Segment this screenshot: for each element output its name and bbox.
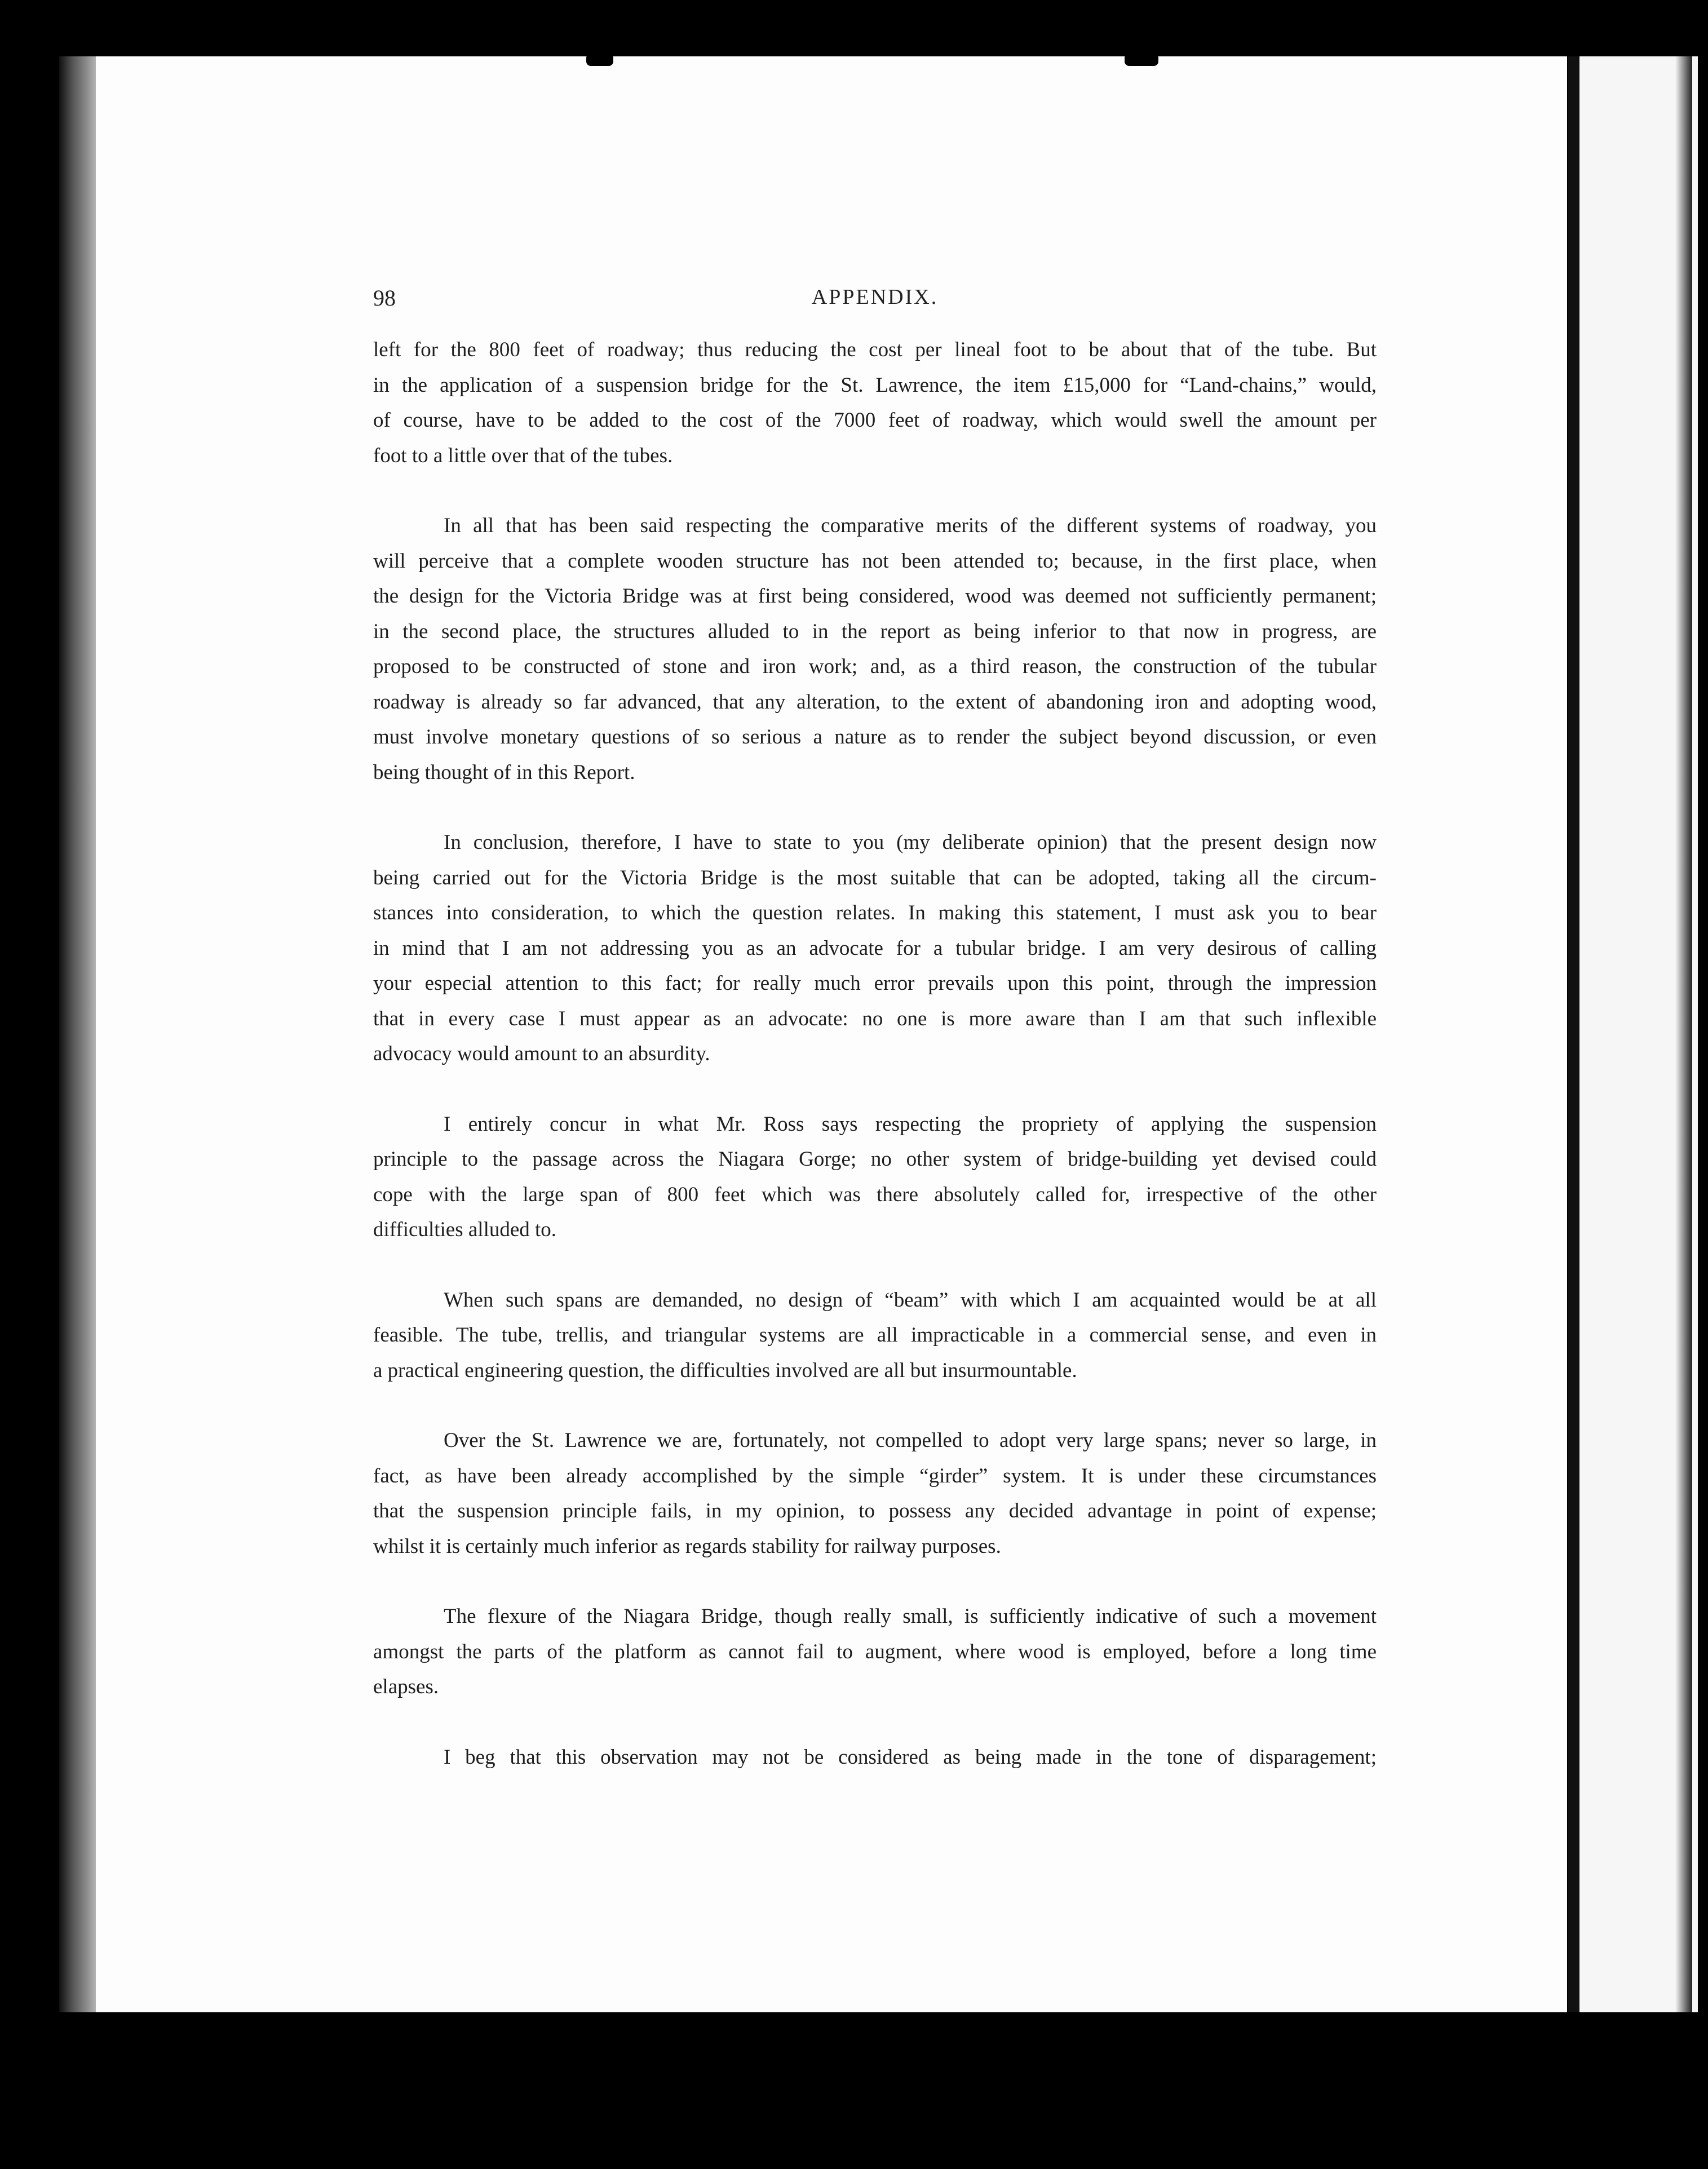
facing-page-shadow: [1675, 56, 1692, 2012]
paragraph: [373, 1423, 1377, 1564]
text-line: left for the 800 feet of roadway; thus reducing the cost per lineal foot to be about that of the tube. But: [373, 338, 1377, 361]
paragraph: [373, 1107, 1377, 1248]
text-line: In conclusion, therefore, I have to state to you (my deliberate opinion) that the present design now: [444, 831, 1377, 854]
paragraph: [373, 1740, 1377, 1776]
text-line: stances into consideration, to which the question relates. In making this statement, I must ask you to bear: [373, 901, 1377, 924]
text-line: amongst the parts of the platform as cannot fail to augment, where wood is employed, before a long time: [373, 1640, 1377, 1663]
page-gutter: [1568, 56, 1579, 2012]
paragraph: [373, 333, 1377, 473]
text-line: the design for the Victoria Bridge was at first being considered, wood was deemed not sufficiently permanent;: [373, 585, 1377, 608]
text-line: I beg that this observation may not be considered as being made in the tone of disparagement;: [444, 1745, 1377, 1769]
running-title: APPENDIX.: [811, 285, 939, 309]
text-line: will perceive that a complete wooden structure has not been attended to; because, in the first place, when: [373, 549, 1377, 573]
paragraph: [373, 1599, 1377, 1705]
body-text: [373, 333, 1377, 1810]
text-line: proposed to be constructed of stone and iron work; and, as a third reason, the construction of the tubular: [373, 655, 1377, 678]
text-line: that the suspension principle fails, in my opinion, to possess any decided advantage in point of expense;: [373, 1499, 1377, 1522]
text-line: that in every case I must appear as an advocate: no one is more aware than I am that such inflexible: [373, 1007, 1377, 1030]
paragraph: [373, 508, 1377, 790]
text-line: cope with the large span of 800 feet which was there absolutely called for, irrespective of the other: [373, 1183, 1377, 1206]
page-number: 98: [373, 285, 396, 311]
text-line: being thought of in this Report.: [373, 760, 635, 784]
text-line: being carried out for the Victoria Bridge is the most suitable that can be adopted, taking all the circum-: [373, 866, 1377, 889]
paragraph: [373, 825, 1377, 1072]
text-line: advocacy would amount to an absurdity.: [373, 1042, 710, 1065]
text-line: fact, as have been already accomplished by the simple “girder” system. It is under these circumstances: [373, 1464, 1377, 1488]
text-line: When such spans are demanded, no design of “beam” with which I am acquainted would be at all: [444, 1288, 1377, 1312]
text-line: foot to a little over that of the tubes.: [373, 444, 673, 467]
ink-blot: [1125, 54, 1158, 66]
text-line: In all that has been said respecting the comparative merits of the different systems of roadway, you: [444, 514, 1377, 537]
text-line: of course, have to be added to the cost of the 7000 feet of roadway, which would swell the amount per: [373, 409, 1377, 432]
text-line: The flexure of the Niagara Bridge, though really small, is sufficiently indicative of such a movement: [444, 1605, 1377, 1628]
text-line: roadway is already so far advanced, that any alteration, to the extent of abandoning iron and adopting wood,: [373, 690, 1377, 714]
text-line: whilst it is certainly much inferior as regards stability for railway purposes.: [373, 1534, 1001, 1558]
text-line: difficulties alluded to.: [373, 1218, 557, 1241]
text-line: in the application of a suspension bridge for the St. Lawrence, the item £15,000 for “Land-chains,” would,: [373, 373, 1377, 397]
text-line: I entirely concur in what Mr. Ross says respecting the propriety of applying the suspension: [444, 1112, 1377, 1136]
text-line: in the second place, the structures alluded to in the report as being inferior to that now in progress, are: [373, 619, 1377, 643]
text-line: Over the St. Lawrence we are, fortunately, not compelled to adopt very large spans; never so large, in: [444, 1429, 1377, 1452]
text-line: feasible. The tube, trellis, and triangular systems are all impracticable in a commercial sense, and even in: [373, 1323, 1377, 1347]
running-head: [373, 285, 1377, 318]
text-line: principle to the passage across the Niagara Gorge; no other system of bridge-building yet devised could: [373, 1148, 1377, 1171]
ink-blot: [586, 54, 613, 66]
text-line: your especial attention to this fact; for really much error prevails upon this point, through the impression: [373, 972, 1377, 995]
text-line: in mind that I am not addressing you as an advocate for a tubular bridge. I am very desirous of calling: [373, 936, 1377, 960]
text-line: elapses.: [373, 1675, 439, 1698]
text-line: a practical engineering question, the difficulties involved are all but insurmountable.: [373, 1358, 1077, 1382]
text-line: must involve monetary questions of so serious a nature as to render the subject beyond discussion, or even: [373, 725, 1377, 749]
paragraph: [373, 1283, 1377, 1389]
